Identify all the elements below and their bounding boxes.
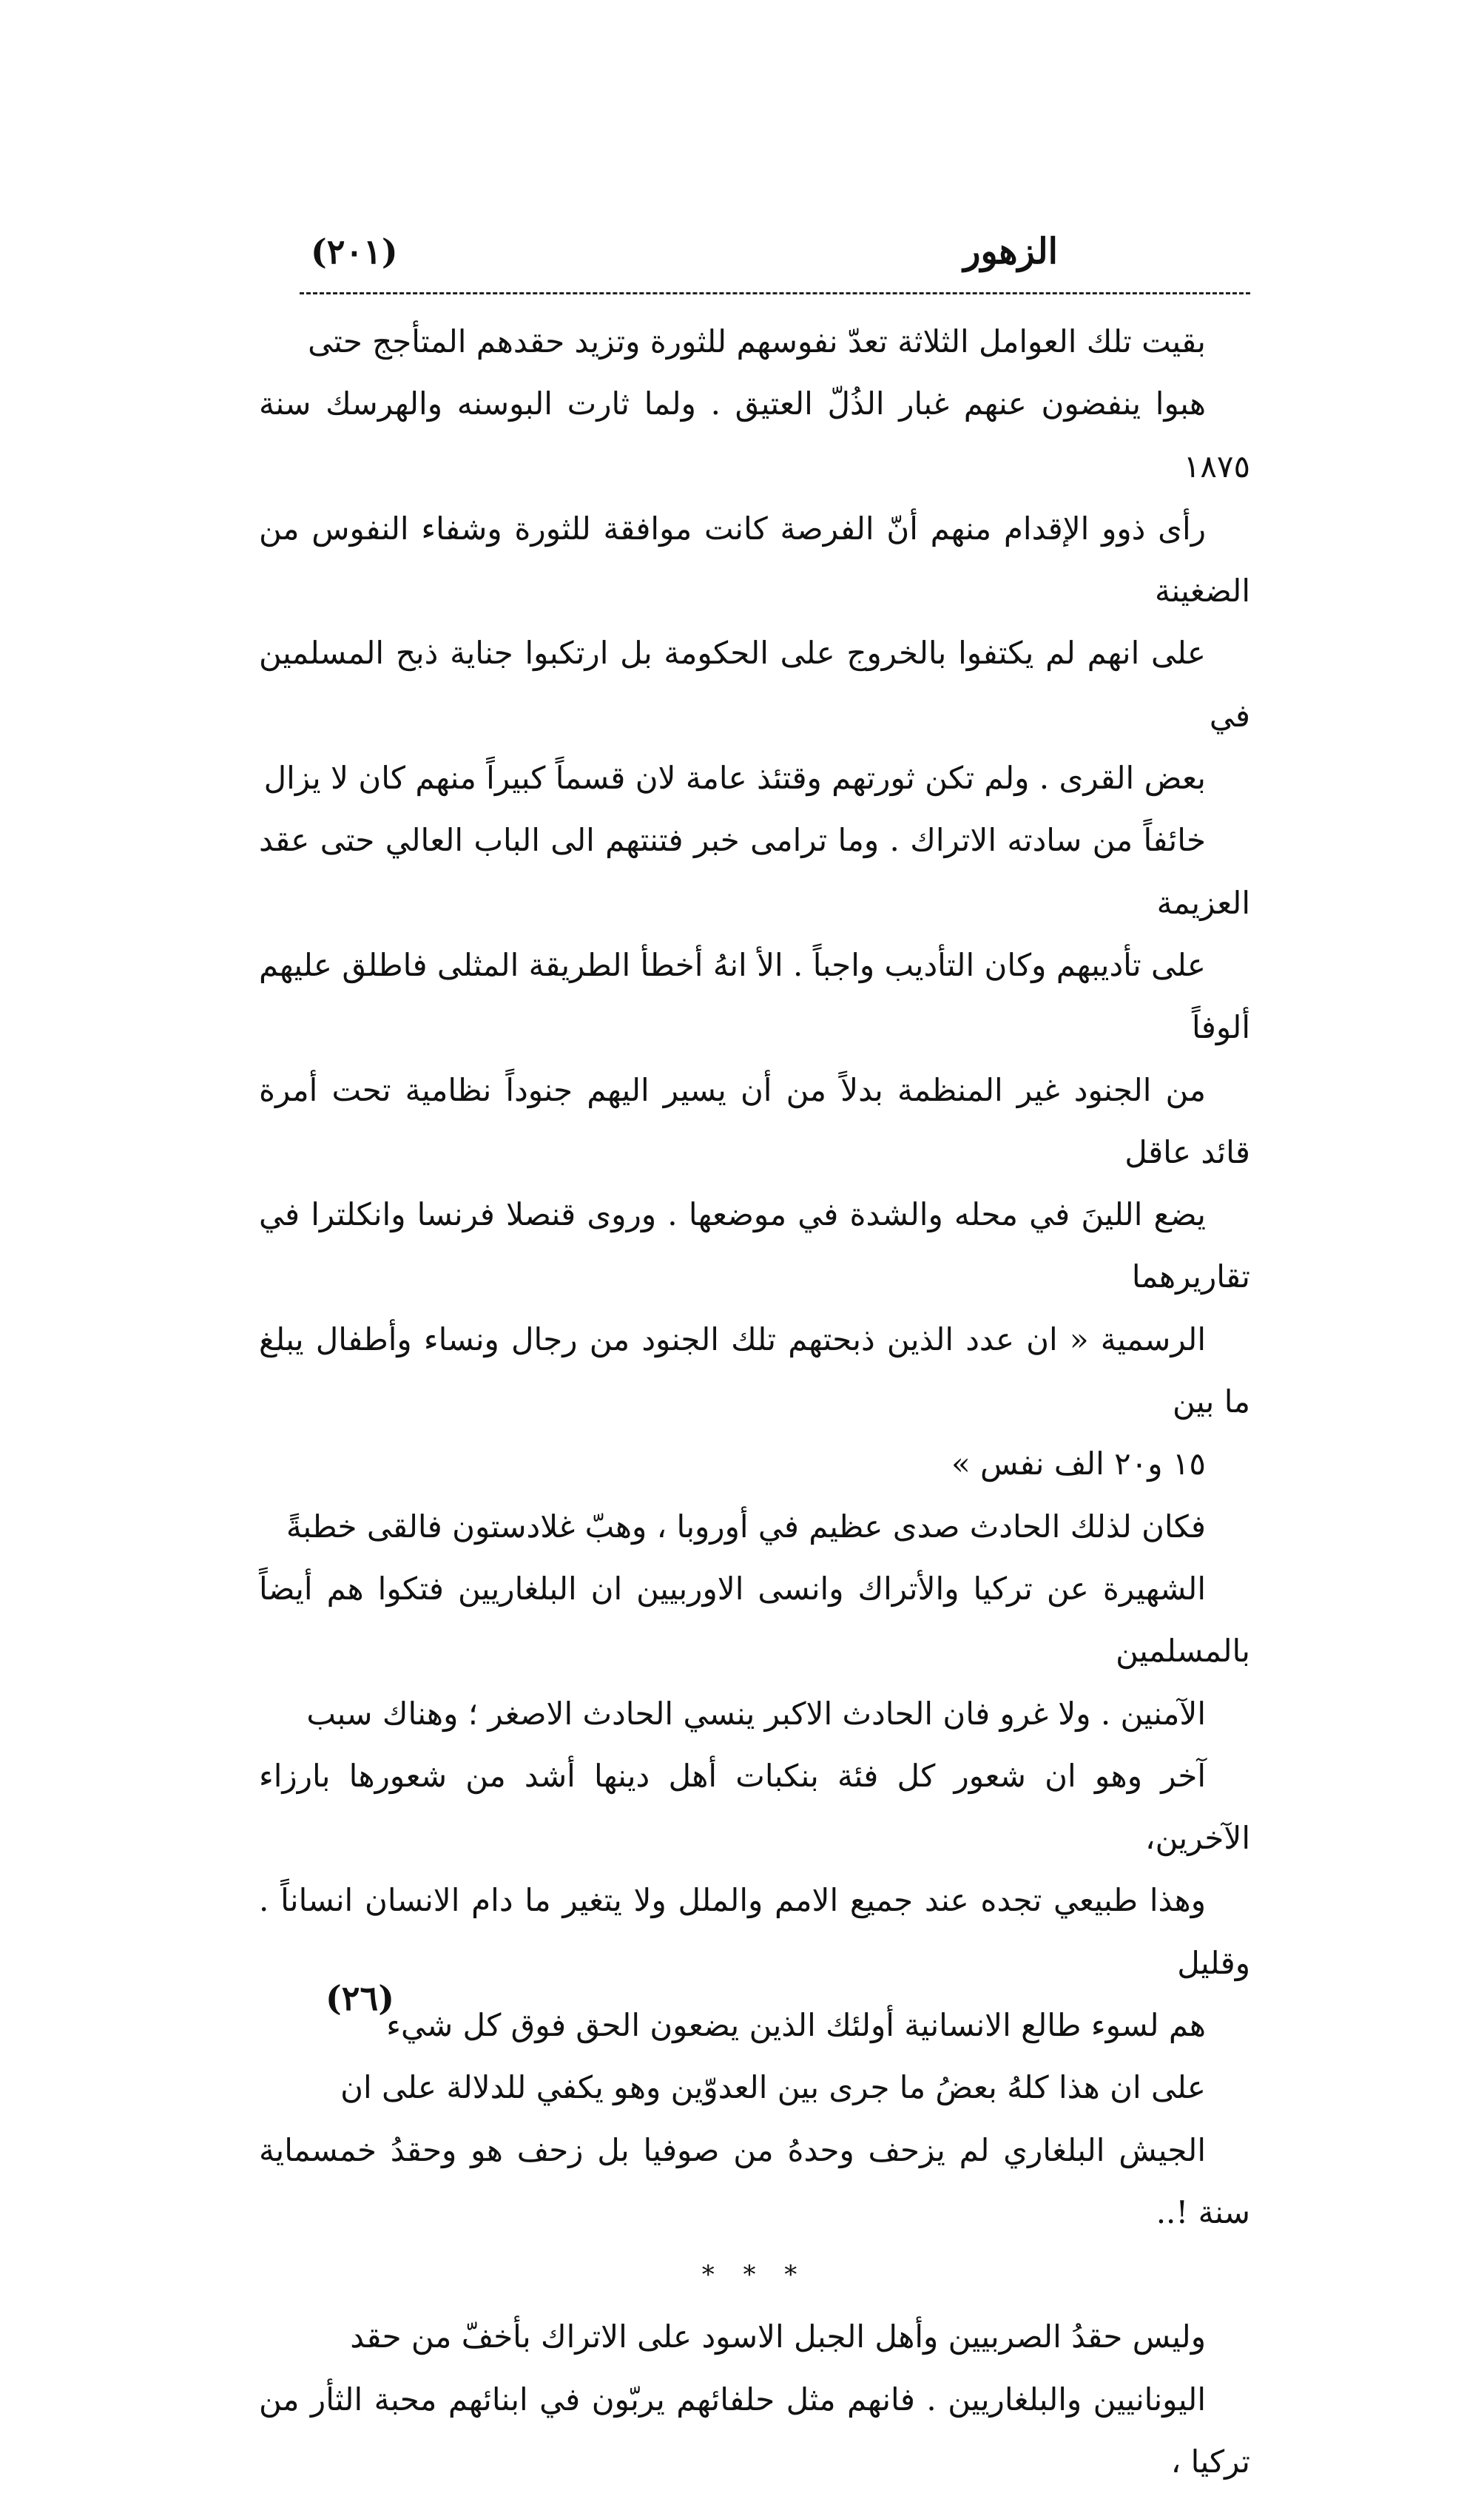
text-line: الرسمية « ان عدد الذين ذبحتهم تلك الجنود من رجال ونساء وأطفال يبلغ ما بين <box>259 1309 1250 1434</box>
paragraph-5 <box>259 2306 1250 2493</box>
text-line: الجيش البلغاري لم يزحف وحدهُ من صوفيا بل زحف هو وحقدُ خمسماية سنة !.. <box>259 2119 1250 2244</box>
text-line: الشهيرة عن تركيا والأتراك وانسى الاوربيين ان البلغاريين فتكوا هم أيضاً بالمسلمين <box>259 1558 1250 1683</box>
page-header <box>259 222 1243 281</box>
text-line: بعض القرى . ولم تكن ثورتهم وقتئذ عامة لان قسماً كبيراً منهم كان لا يزال <box>259 747 1250 809</box>
paragraph-1 <box>259 311 1250 622</box>
text-line: خائفاً من سادته الاتراك . وما ترامى خبر فتنتهم الى الباب العالي حتى عقد العزيمة <box>259 809 1250 934</box>
text-line: على ان هذا كلهُ بعضُ ما جرى بين العدوّين وهو يكفي للدلالة على ان <box>259 2057 1250 2119</box>
text-line: وليس حقدُ الصربيين وأهل الجبل الاسود على الاتراك بأخفّ من حقد <box>259 2306 1250 2368</box>
body-text <box>259 311 1250 2493</box>
text-line: الآمنين . ولا غرو فان الحادث الاكبر ينسي الحادث الاصغر ؛ وهناك سبب <box>259 1683 1250 1745</box>
text-line: على انهم لم يكتفوا بالخروج على الحكومة بل ارتكبوا جناية ذبح المسلمين في <box>259 622 1250 747</box>
text-line: هم لسوء طالع الانسانية أولئك الذين يضعون الحق فوق كل شيء <box>259 1994 1250 2057</box>
paragraph-4 <box>259 2057 1250 2244</box>
header-rule <box>300 292 1250 294</box>
text-line: من الجنود غير المنظمة بدلاً من أن يسير اليهم جنوداً نظامية تحت أمرة قائد عاقل <box>259 1059 1250 1184</box>
text-line: آخر وهو ان شعور كل فئة بنكبات أهل دينها أشد من شعورها بارزاء الآخرين، <box>259 1745 1250 1870</box>
text-line: هبوا ينفضون عنهم غبار الذُلّ العتيق . ولما ثارت البوسنه والهرسك سنة ١٨٧٥ <box>259 373 1250 498</box>
text-line: فكان لذلك الحادث صدى عظيم في أوروبا ، وهبّ غلادستون فالقى خطبةً <box>259 1496 1250 1558</box>
text-line: ١٥ و٢٠ الف نفس » <box>259 1433 1250 1495</box>
text-line: رأى ذوو الإقدام منهم أنّ الفرصة كانت موافقة للثورة وشفاء النفوس من الضغينة <box>259 498 1250 623</box>
section-ornament: * * * <box>259 2244 1250 2306</box>
running-title: الزهور <box>963 222 1058 281</box>
page-number: (٢٠١) <box>311 222 398 281</box>
signature-mark: (٢٦) <box>326 1972 394 2024</box>
text-line: وهذا طبيعي تجده عند جميع الامم والملل ولا يتغير ما دام الانسان انساناً . وقليل <box>259 1869 1250 1994</box>
paragraph-3 <box>259 1496 1250 2057</box>
text-line: اليونانيين والبلغاريين . فانهم مثل حلفائهم يربّون في ابنائهم محبة الثأر من تركيا ، <box>259 2369 1250 2493</box>
paragraph-2 <box>259 622 1250 1495</box>
text-line: بقيت تلك العوامل الثلاثة تعدّ نفوسهم للثورة وتزيد حقدهم المتأجج حتى <box>259 311 1250 373</box>
text-line: يضع اللينَ في محله والشدة في موضعها . وروى قنصلا فرنسا وانكلترا في تقاريرهما <box>259 1184 1250 1309</box>
text-line: على تأديبهم وكان التأديب واجباً . الأ انهُ أخطأ الطريقة المثلى فاطلق عليهم ألوفاً <box>259 934 1250 1059</box>
